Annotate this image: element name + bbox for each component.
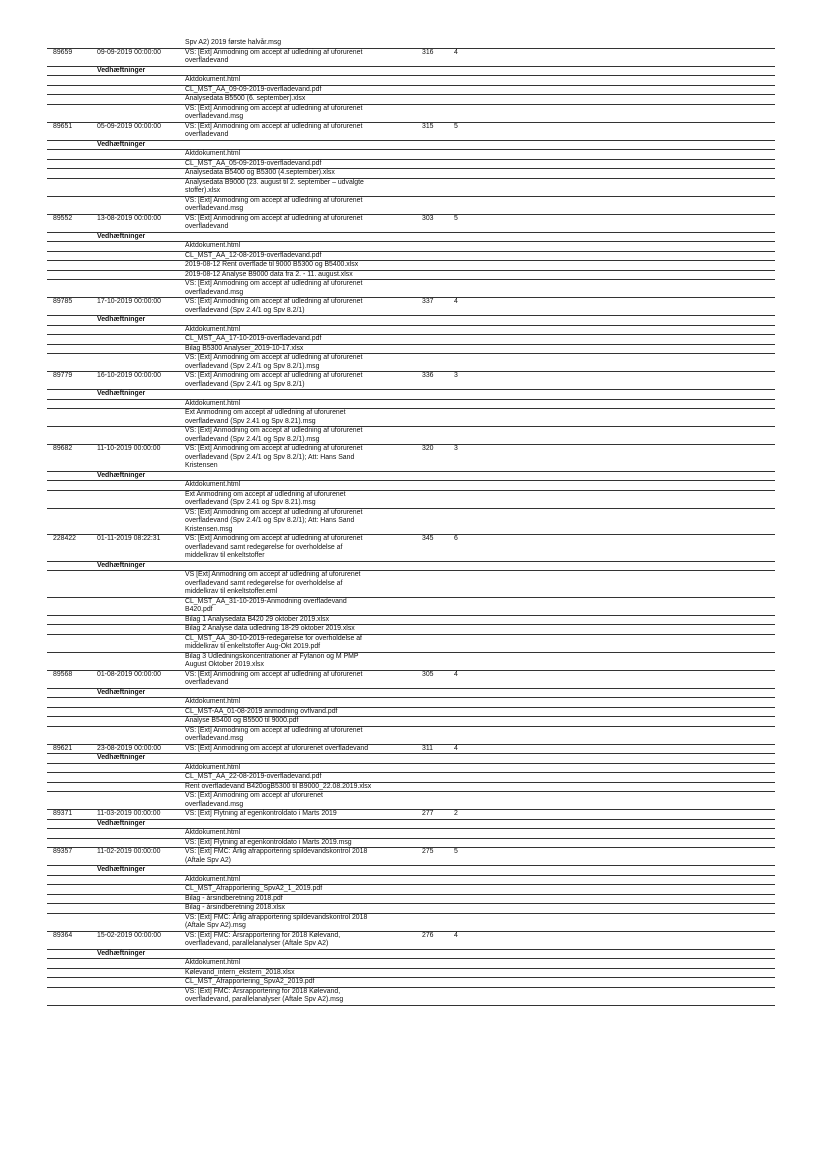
attachment-row bbox=[47, 727, 775, 745]
attachments-header: Vedhæftninger bbox=[47, 233, 775, 243]
attachment-row bbox=[47, 76, 775, 86]
attachment-row bbox=[47, 764, 775, 774]
attachment-name: Aktdokument.html bbox=[185, 399, 241, 407]
attachment-name: CL_MST_AA_05-09-2019-overfladevand.pdf bbox=[185, 159, 322, 167]
attachment-name: CL_MST_AA_31-10-2019-Anmodning overfladevand B420.pdf bbox=[185, 597, 347, 613]
record-number: 316 bbox=[422, 48, 434, 56]
record-date: 05-09-2019 00:00:00 bbox=[97, 122, 161, 130]
attachment-name: CL_MST_Afrapportering_SpvA2_2019.pdf bbox=[185, 978, 315, 985]
record-date: 11-10-2019 00:00:00 bbox=[97, 445, 161, 452]
record-title: VS: [Ext] Anmodning om accept af udledning af uforurenet overfladevand bbox=[185, 214, 363, 230]
attachments-header: Vedhæftninger bbox=[47, 316, 775, 326]
attachment-name: CL_MST_AA_30-10-2019-redegørelse for overholdelse af middelkrav til enkeltstoffer Aug-Okt 2019.pdf bbox=[185, 634, 362, 650]
attachment-row bbox=[47, 150, 775, 160]
attachments-header: Vedhæftninger bbox=[47, 472, 775, 482]
record-date: 15-02-2019 00:00:00 bbox=[97, 931, 161, 939]
attachment-name: 2019-08-12 Rent overflade til 9000 B5300 og B5400.xlsx bbox=[185, 261, 359, 268]
record-date: 11-02-2019 00:00:00 bbox=[97, 848, 161, 855]
record-id: 89785 bbox=[53, 298, 73, 305]
attachment-name: Aktdokument.html bbox=[185, 875, 241, 883]
record-attachment-count: 4 bbox=[454, 48, 458, 56]
record-title: VS: [Ext] FMC: Årsrapportering for 2018 Kølevand, overfladevand, parallelanalyser (Aftale Spv A2) bbox=[185, 931, 341, 947]
attachment-row bbox=[47, 783, 775, 793]
attachment-row bbox=[47, 885, 775, 895]
attachment-row bbox=[47, 427, 775, 445]
record-date: 11-03-2019 00:00:00 bbox=[97, 810, 161, 817]
document-table bbox=[47, 39, 775, 1006]
attachment-name: Bilag 1 Analysedata B420 29 oktober 2019.xlsx bbox=[185, 615, 330, 623]
attachment-name: Aktdokument.html bbox=[185, 242, 241, 249]
attachment-name: Aktdokument.html bbox=[185, 481, 241, 488]
attachment-name: Bilag B5300 Analyser_2019-10-17.xlsx bbox=[185, 344, 304, 352]
attachment-row bbox=[47, 876, 775, 886]
attachment-row bbox=[47, 491, 775, 509]
record-number: 311 bbox=[422, 744, 433, 752]
attachment-name: Analysedata B5400 og B5300 (4.september).xlsx bbox=[185, 169, 335, 176]
record-row bbox=[47, 298, 775, 316]
attachment-row bbox=[47, 509, 775, 536]
attachment-row bbox=[47, 261, 775, 271]
attachment-row bbox=[47, 653, 775, 671]
record-number: 305 bbox=[422, 670, 434, 678]
record-number: 315 bbox=[422, 122, 434, 130]
attachment-name: Aktdokument.html bbox=[185, 763, 241, 771]
record-number: 276 bbox=[422, 931, 434, 939]
record-date: 01-08-2019 00:00:00 bbox=[97, 670, 161, 678]
attachment-row bbox=[47, 354, 775, 372]
attachment-name: Bilag - årsindberetning 2018.pdf bbox=[185, 894, 283, 902]
attachment-name: Aktdokument.html bbox=[185, 829, 241, 836]
record-attachment-count: 4 bbox=[454, 670, 458, 678]
record-title: VS: [Ext] Flytning af egenkontroldato i Marts 2019 bbox=[185, 810, 337, 817]
record-attachment-count: 4 bbox=[454, 744, 458, 752]
record-title: VS: [Ext] Anmodning om accept af udledning af uforurenet overfladevand (Spv 2.4/1 og Spv 8.2/1) bbox=[185, 372, 363, 388]
attachment-name: 2019-08-12 Analyse B9000 data fra 2. - 11. august.xlsx bbox=[185, 270, 353, 278]
attachment-row bbox=[47, 698, 775, 708]
record-id: 89364 bbox=[53, 931, 73, 939]
attachment-row bbox=[47, 95, 775, 105]
record-number: 345 bbox=[422, 535, 434, 542]
attachment-name: VS: [Ext] Anmodning om accept af udledning af uforurenet overfladevand.msg bbox=[185, 196, 363, 212]
record-id: 89621 bbox=[53, 744, 73, 752]
attachment-name: Kølevand_intern_ekstern_2018.xlsx bbox=[185, 968, 295, 976]
record-date: 09-09-2019 00:00:00 bbox=[97, 48, 161, 56]
lead-row bbox=[47, 39, 775, 49]
attachment-name: Ext Anmodning om accept af udledning af uforurenet overfladevand (Spv 2.41 og Spv 8.21).msg bbox=[185, 490, 346, 506]
record-attachment-count: 3 bbox=[454, 445, 458, 452]
attachment-row bbox=[47, 326, 775, 336]
attachments-header: Vedhæftninger bbox=[47, 689, 775, 699]
record-attachment-count: 2 bbox=[454, 810, 458, 817]
attachment-name: VS: [Ext] Anmodning om accept af uforurenet overfladevand.msg bbox=[185, 792, 323, 808]
record-row bbox=[47, 848, 775, 866]
attachment-name: Rent overfladevand B420ogB5300 til B9000_22.08.2019.xlsx bbox=[185, 782, 372, 790]
attachment-row bbox=[47, 717, 775, 727]
record-attachment-count: 3 bbox=[454, 372, 458, 379]
attachment-row bbox=[47, 86, 775, 96]
record-row bbox=[47, 445, 775, 472]
attachment-row bbox=[47, 904, 775, 914]
record-title: VS: [Ext] Anmodning om accept af udledning af uforurenet overfladevand bbox=[185, 670, 363, 686]
attachment-row bbox=[47, 625, 775, 635]
attachments-header: Vedhæftninger bbox=[47, 950, 775, 960]
attachment-row bbox=[47, 271, 775, 281]
record-number: 337 bbox=[422, 298, 434, 305]
attachment-row bbox=[47, 598, 775, 616]
attachment-name: Bilag - årsindberetning 2018.xlsx bbox=[185, 904, 285, 911]
record-number: 275 bbox=[422, 848, 434, 855]
attachment-name: Aktdokument.html bbox=[185, 150, 241, 157]
attachment-row bbox=[47, 335, 775, 345]
attachment-name: VS [Ext] Anmodning om accept af udledning af uforurenet overfladevand samt redegørelse for overholdelse af middelkrav til enkeltstoffer.eml bbox=[185, 571, 361, 595]
attachment-row bbox=[47, 959, 775, 969]
attachment-name: CL_MST_AA_09-09-2019-overfladevand.pdf bbox=[185, 85, 322, 93]
attachments-header: Vedhæftninger bbox=[47, 820, 775, 830]
attachment-name: CL_MST_AA_22-08-2019-overfladevand.pdf bbox=[185, 773, 322, 780]
attachment-name: CL_MST-AA_01-08-2019 anmodning ovflvand.pdf bbox=[185, 707, 338, 715]
record-attachment-count: 5 bbox=[454, 214, 458, 222]
attachment-name: Ext Anmodning om accept af udledning af uforurenet overfladevand (Spv 2.41 og Spv 8.21).msg bbox=[185, 409, 346, 425]
attachment-row bbox=[47, 792, 775, 810]
attachment-row bbox=[47, 978, 775, 988]
attachment-row bbox=[47, 708, 775, 718]
record-date: 17-10-2019 00:00:00 bbox=[97, 298, 161, 305]
lead-title: Spv A2) 2019 første halvår.msg bbox=[185, 39, 282, 46]
attachment-name: VS: [Ext] Anmodning om accept af udledning af uforurenet overfladevand (Spv 2.4/1 og Spv 8.2/1); Att: Hans Sand Kristensen.msg bbox=[185, 508, 363, 533]
record-row bbox=[47, 535, 775, 562]
attachment-row bbox=[47, 280, 775, 298]
attachment-name: VS: [Ext] Anmodning om accept af udledning af uforurenet overfladevand.msg bbox=[185, 104, 363, 120]
record-id: 89552 bbox=[53, 214, 73, 222]
attachment-row bbox=[47, 616, 775, 626]
record-number: 277 bbox=[422, 810, 434, 817]
attachment-row bbox=[47, 635, 775, 653]
record-attachment-count: 6 bbox=[454, 535, 458, 542]
attachment-row bbox=[47, 160, 775, 170]
attachment-name: Aktdokument.html bbox=[185, 325, 241, 333]
attachment-name: CL_MST_AA_12-08-2019-overfladevand.pdf bbox=[185, 251, 322, 259]
record-title: VS: [Ext] Anmodning om accept af udledning af uforurenet overfladevand samt redegørelse for overholdelse af middelkrav til enkeltstoffer bbox=[185, 535, 363, 559]
record-number: 303 bbox=[422, 214, 434, 222]
attachment-name: Analysedata B5500 (6. september).xlsx bbox=[185, 95, 306, 102]
attachment-name: VS: [Ext] Anmodning om accept af udledning af uforurenet overfladevand (Spv 2.4/1 og Spv 8.2/1).msg bbox=[185, 354, 363, 370]
attachment-name: VS: [Ext] Anmodning om accept af udledning af uforurenet overfladevand (Spv 2.4/1 og Spv 8.2/1).msg bbox=[185, 427, 363, 443]
attachments-header: Vedhæftninger bbox=[47, 562, 775, 572]
attachment-name: Aktdokument.html bbox=[185, 959, 241, 966]
attachment-row bbox=[47, 179, 775, 197]
record-attachment-count: 5 bbox=[454, 122, 458, 130]
attachment-row bbox=[47, 242, 775, 252]
attachment-name: CL_MST_AA_17-10-2019-overfladevand.pdf bbox=[185, 335, 322, 342]
record-attachment-count: 5 bbox=[454, 848, 458, 855]
attachment-name: VS: [Ext] Anmodning om accept af udledning af uforurenet overfladevand.msg bbox=[185, 726, 363, 742]
record-date: 23-08-2019 00:00:00 bbox=[97, 744, 161, 752]
record-row bbox=[47, 671, 775, 689]
attachment-name: VS: [Ext] FMC: Årsrapportering for 2018 Kølevand, overfladevand, parallelanalyser (Aftale Spv A2).msg bbox=[185, 987, 344, 1003]
record-attachment-count: 4 bbox=[454, 931, 458, 939]
attachment-name: Analyse B5400 og B5500 til 9000.pdf bbox=[185, 717, 299, 724]
attachment-row bbox=[47, 969, 775, 979]
record-id: 89371 bbox=[53, 810, 73, 817]
record-row bbox=[47, 49, 775, 67]
record-date: 01-11-2019 08:22:31 bbox=[97, 535, 161, 542]
record-id: 89779 bbox=[53, 372, 73, 379]
record-row bbox=[47, 215, 775, 233]
record-number: 336 bbox=[422, 372, 434, 379]
attachment-row bbox=[47, 345, 775, 355]
attachment-row bbox=[47, 895, 775, 905]
record-title: VS: [Ext] Anmodning om accept af uforurenet overfladevand bbox=[185, 744, 369, 752]
attachment-row bbox=[47, 409, 775, 427]
record-title: VS: [Ext] Anmodning om accept af udledning af uforurenet overfladevand (Spv 2.4/1 og Spv 8.2/1) bbox=[185, 298, 363, 314]
attachment-row bbox=[47, 252, 775, 262]
attachment-name: Analysedata B9000 (23. august til 2. september – udvalgte stoffer).xlsx bbox=[185, 178, 364, 194]
attachments-header: Vedhæftninger bbox=[47, 754, 775, 764]
attachment-name: Aktdokument.html bbox=[185, 698, 241, 705]
attachment-row bbox=[47, 839, 775, 849]
record-title: VS: [Ext] FMC: Årlig afrapportering spildevandskontrol 2018 (Aftale Spv A2) bbox=[185, 848, 368, 864]
record-row bbox=[47, 932, 775, 950]
attachment-name: Bilag 2 Analyse data udledning 18-29 oktober 2019.xlsx bbox=[185, 625, 355, 632]
attachment-name: VS: [Ext] FMC: Årlig afrapportering spildevandskontrol 2018 (Aftale Spv A2).msg bbox=[185, 913, 368, 929]
record-number: 320 bbox=[422, 445, 434, 452]
record-attachment-count: 4 bbox=[454, 298, 458, 305]
attachments-header: Vedhæftninger bbox=[47, 866, 775, 876]
attachments-header: Vedhæftninger bbox=[47, 67, 775, 77]
attachment-row bbox=[47, 571, 775, 598]
record-row bbox=[47, 372, 775, 390]
record-row bbox=[47, 123, 775, 141]
attachment-row bbox=[47, 197, 775, 215]
record-row bbox=[47, 745, 775, 755]
attachment-row bbox=[47, 169, 775, 179]
attachment-row bbox=[47, 105, 775, 123]
record-row bbox=[47, 810, 775, 820]
attachment-name: VS: [Ext] Flytning af egenkontroldato i Marts 2019.msg bbox=[185, 838, 352, 846]
attachment-row bbox=[47, 988, 775, 1006]
record-date: 13-08-2019 00:00:00 bbox=[97, 214, 161, 222]
attachment-row bbox=[47, 829, 775, 839]
attachment-name: VS: [Ext] Anmodning om accept af udledning af uforurenet overfladevand.msg bbox=[185, 280, 363, 296]
record-date: 16-10-2019 00:00:00 bbox=[97, 372, 161, 379]
record-id: 228422 bbox=[53, 535, 76, 542]
attachment-row bbox=[47, 481, 775, 491]
record-id: 89651 bbox=[53, 122, 73, 130]
record-id: 89682 bbox=[53, 445, 73, 452]
attachment-row bbox=[47, 914, 775, 932]
attachment-row bbox=[47, 773, 775, 783]
attachment-name: Aktdokument.html bbox=[185, 76, 241, 83]
record-title: VS: [Ext] Anmodning om accept af udledning af uforurenet overfladevand (Spv 2.4/1 og Spv 8.2/1); Att: Hans Sand Kristensen bbox=[185, 445, 363, 469]
attachment-name: CL_MST_Afrapportering_SpvA2_1_2019.pdf bbox=[185, 885, 323, 892]
attachments-header: Vedhæftninger bbox=[47, 390, 775, 400]
record-title: VS: [Ext] Anmodning om accept af udledning af uforurenet overfladevand bbox=[185, 48, 363, 64]
attachment-row bbox=[47, 400, 775, 410]
record-id: 89659 bbox=[53, 48, 73, 56]
attachments-header: Vedhæftninger bbox=[47, 141, 775, 151]
record-title: VS: [Ext] Anmodning om accept af udledning af uforurenet overfladevand bbox=[185, 122, 363, 138]
attachment-name: Bilag 3 Udledningskoncentrationer af Fyfanon og M PMP August Oktober 2019.xlsx bbox=[185, 652, 359, 668]
record-id: 89568 bbox=[53, 670, 73, 678]
record-id: 89357 bbox=[53, 848, 73, 855]
